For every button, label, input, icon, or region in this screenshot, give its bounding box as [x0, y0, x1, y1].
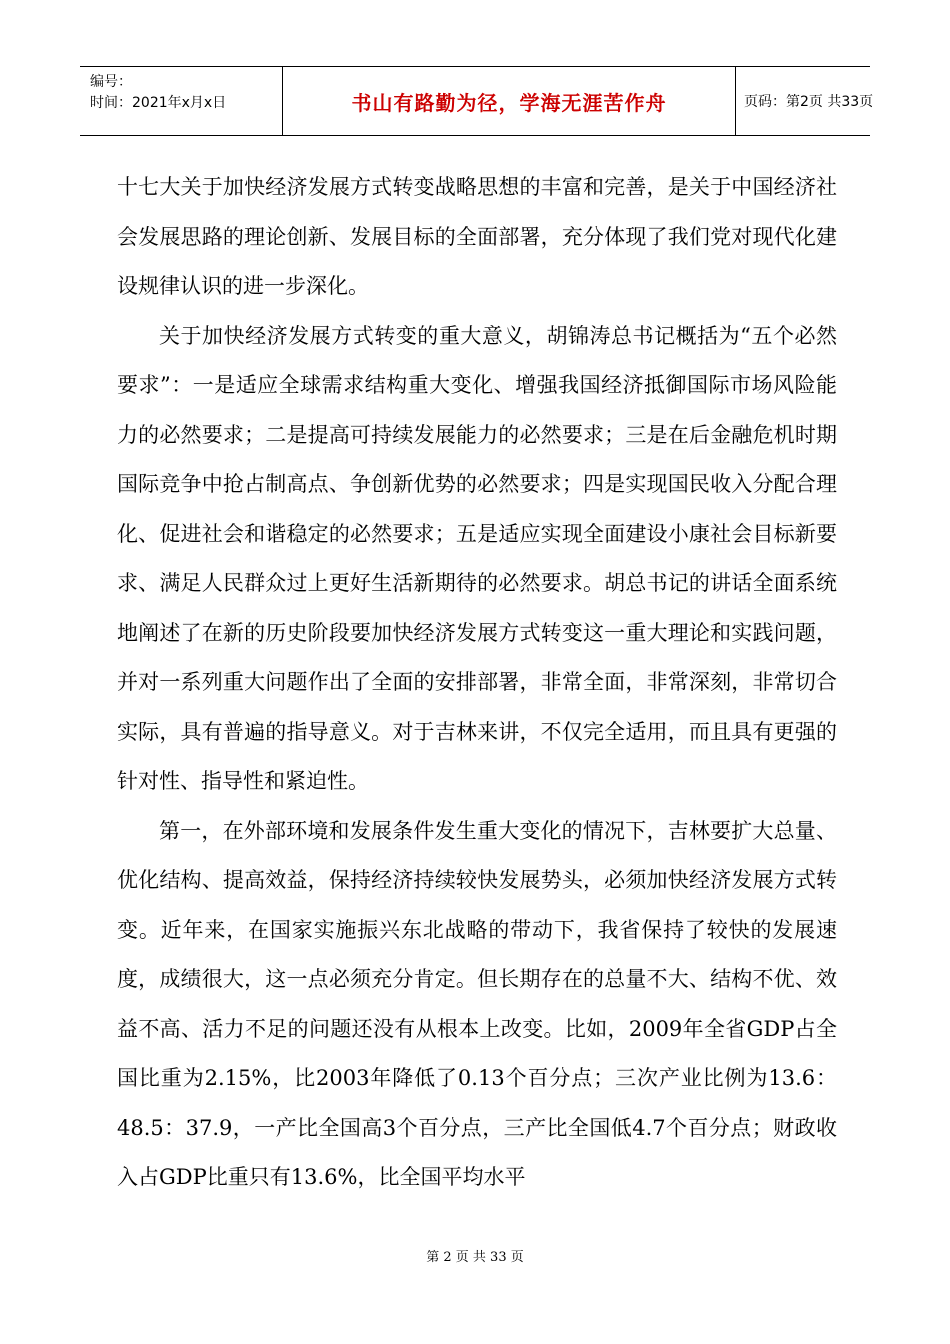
document-body [117, 163, 837, 1203]
document-header [80, 66, 874, 136]
body-paragraph-2: 关于加快经济发展方式转变的重大意义，胡锦涛总书记概括为“五个必然要求”：一是适应全球需求结构重大变化、增强我国经济抵御国际市场风险能力的必然要求；二是提高可持续发展能力的必然要求；三是在后金融危机时期国际竞争中抢占制高点、争创新优势的必然要求；四是实现国民收入分配合理化、促进社会和谐稳定的必然要求；五是适应实现全面建设小康社会目标新要求、满足人民群众过上更好生活新期待的必然要求。胡总书记的讲话全面系统地阐述了在新的历史阶段要加快经济发展方式转变这一重大理论和实践问题，并对一系列重大问题作出了全面的安排部署，非常全面，非常深刻，非常切合实际，具有普遍的指导意义。对于吉林来讲，不仅完全适用，而且具有更强的针对性、指导性和紧迫性。 [117, 323, 837, 793]
header-info-cell [80, 67, 283, 135]
body-paragraph-1: 十七大关于加快经济发展方式转变战略思想的丰富和完善，是关于中国经济社会发展思路的理论创新、发展目标的全面部署，充分体现了我们党对现代化建设规律认识的进一步深化。 [117, 175, 837, 298]
header-page-cell [736, 67, 874, 135]
document-number-label: 编号： [90, 74, 132, 90]
header-page-code: 页码：第2页 共33页 [744, 94, 874, 110]
page-footer: 第 2 页 共 33 页 [426, 1250, 524, 1265]
body-paragraph-3: 第一，在外部环境和发展条件发生重大变化的情况下，吉林要扩大总量、优化结构、提高效益，保持经济持续较快发展势头，必须加快经济发展方式转变。近年来，在国家实施振兴东北战略的带动下，我省保持了较快的发展速度，成绩很大，这一点必须充分肯定。但长期存在的总量不大、结构不优、效益不高、活力不足的问题还没有从根本上改变。比如，2009年全省GDP占全国比重为2.15%，比2003年降低了0.13个百分点；三次产业比例为13.6：48.5：37.9，一产比全国高3个百分点，三产比全国低4.7个百分点；财政收入占GDP比重只有13.6%，比全国平均水平 [117, 818, 837, 1189]
header-motto-cell [283, 67, 736, 135]
header-motto: 书山有路勤为径，学海无涯苦作舟 [351, 90, 667, 115]
document-date-label: 时间：2021年x月x日 [90, 95, 227, 111]
